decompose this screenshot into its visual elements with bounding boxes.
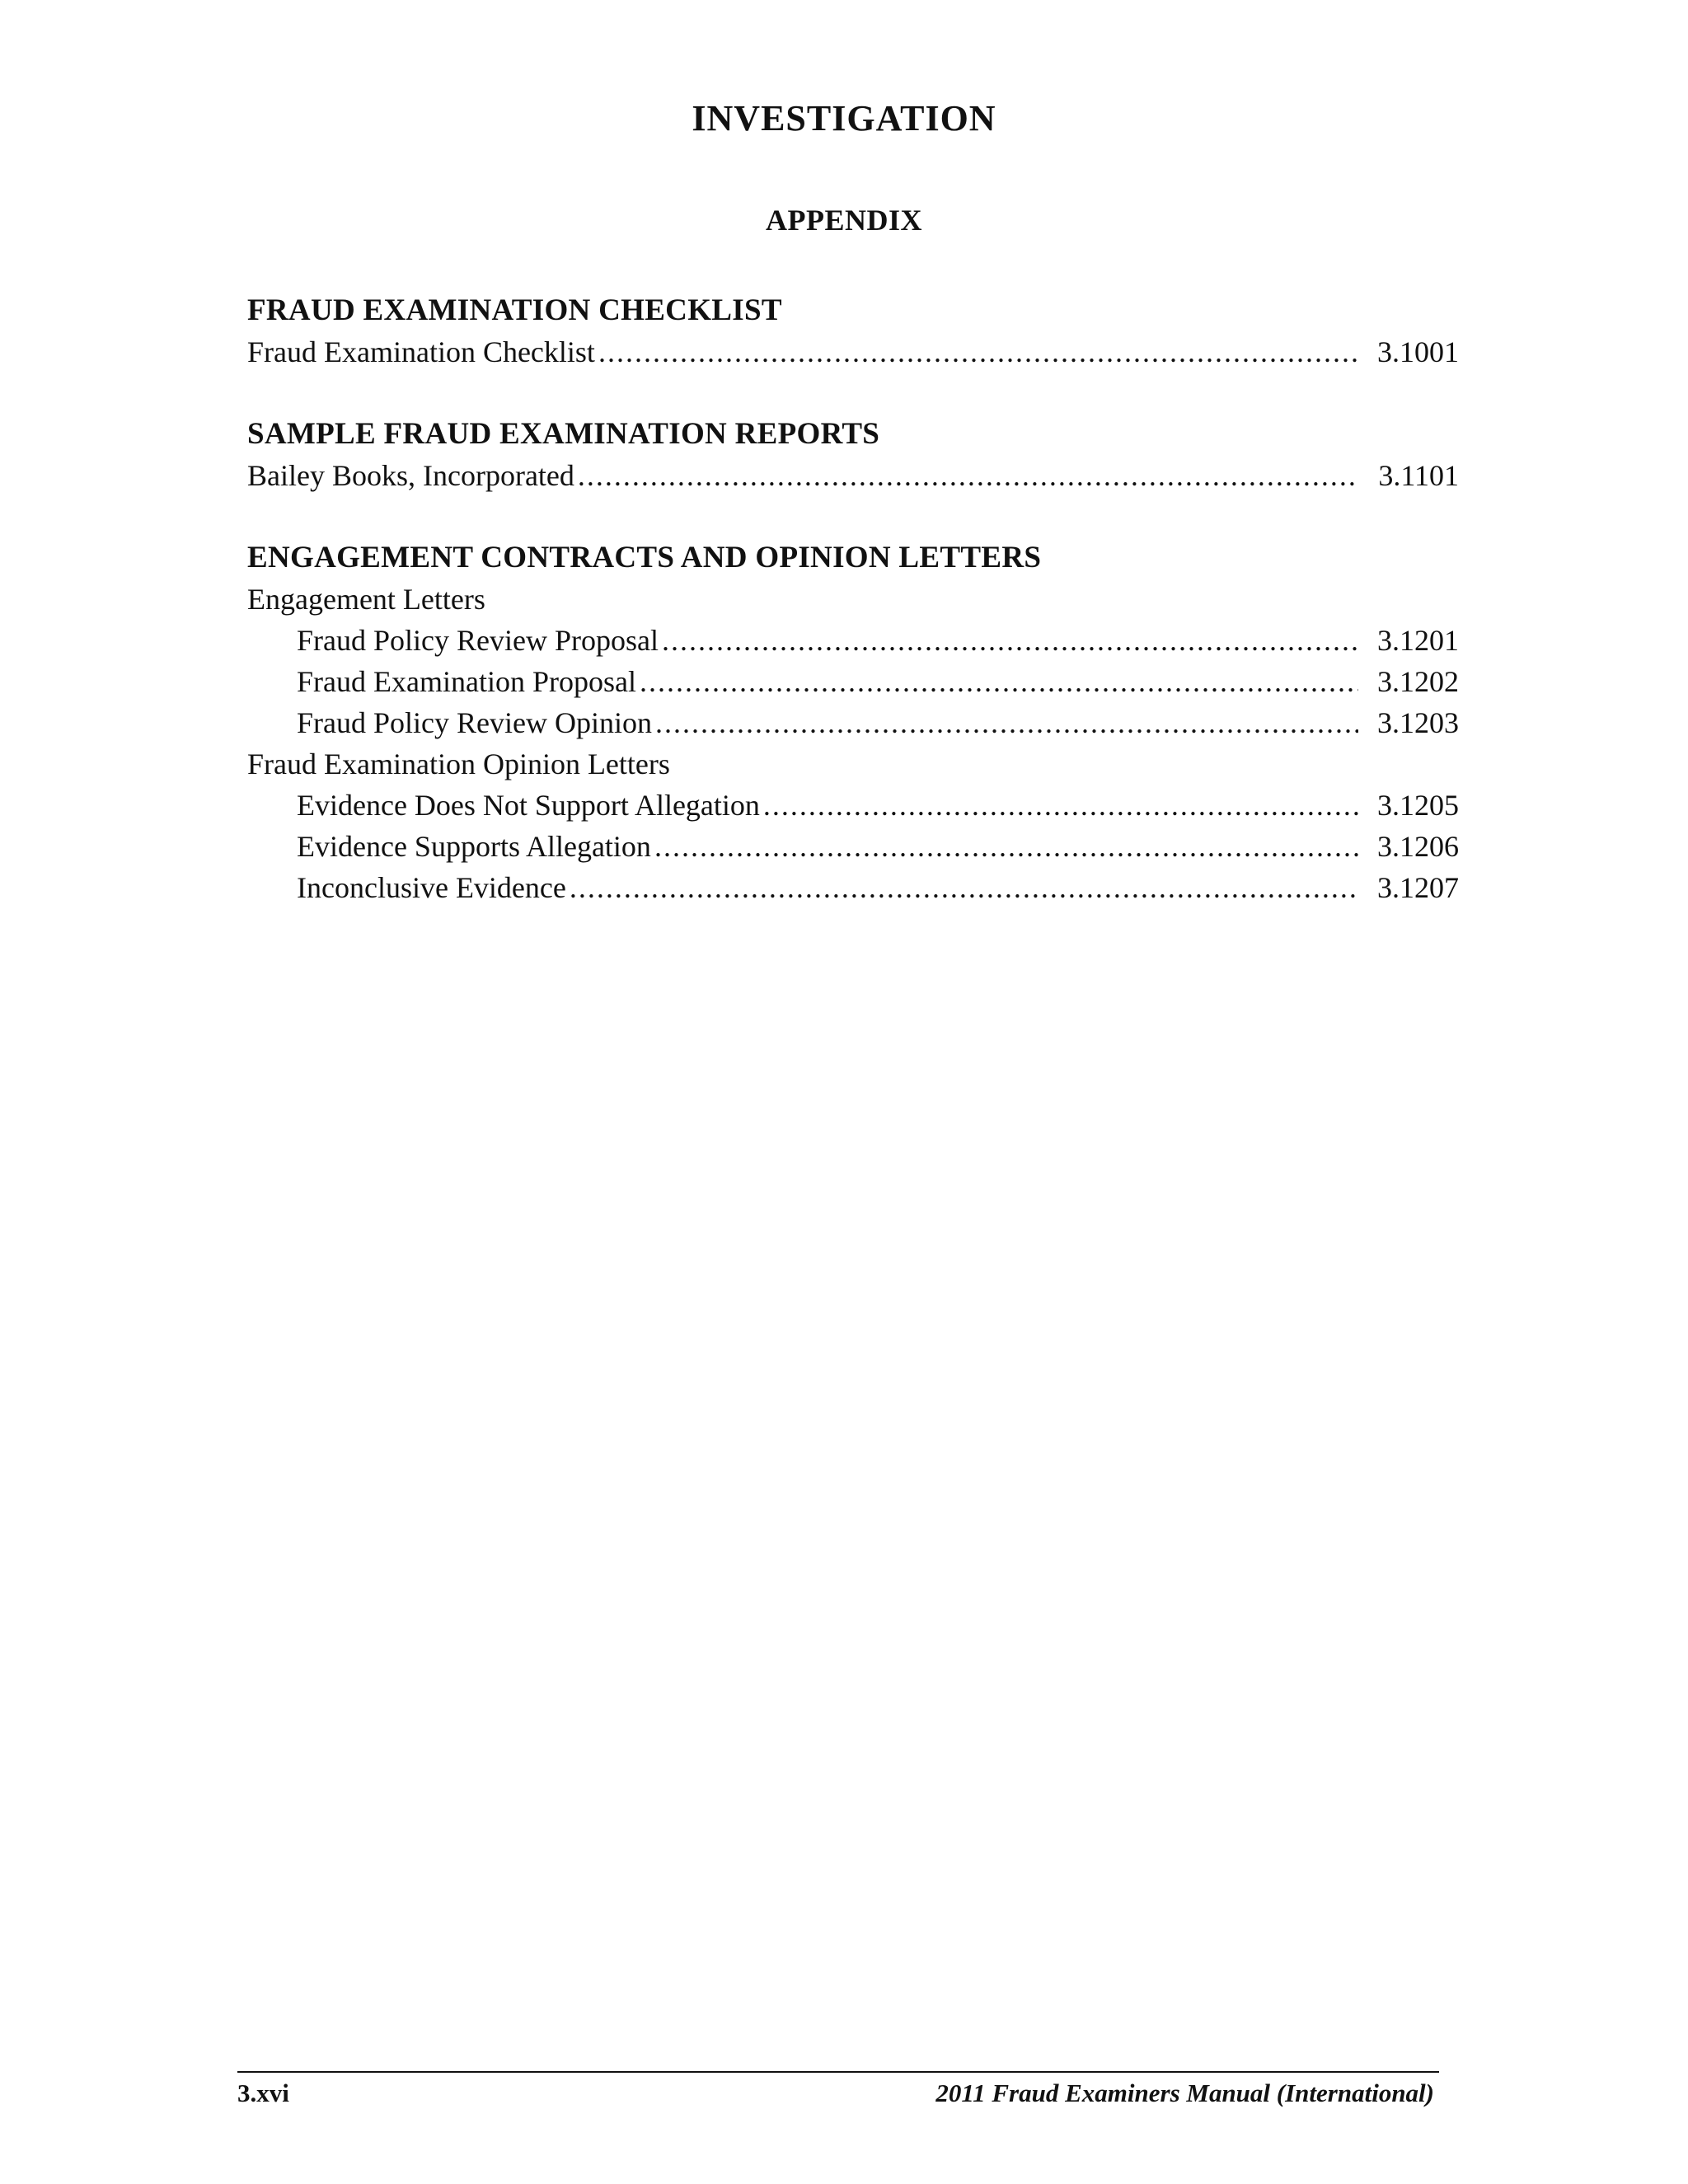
toc-heading: ENGAGEMENT CONTRACTS AND OPINION LETTERS: [247, 541, 1042, 574]
toc-entry[interactable]: [247, 331, 1459, 373]
toc-entry-page: 3.1203: [1377, 706, 1459, 739]
toc-entry[interactable]: [247, 826, 1459, 867]
toc-entry[interactable]: [247, 661, 1459, 702]
footer-page-number: 3.xvi: [237, 2079, 289, 2107]
toc-section-engagement: [247, 537, 1459, 908]
toc-entry-page: 3.1202: [1377, 665, 1459, 698]
toc-entry-label: Evidence Does Not Support Allegation: [297, 789, 760, 822]
appendix-title: APPENDIX: [766, 204, 922, 237]
toc-entry[interactable]: [247, 867, 1459, 908]
toc-entry-label: Bailey Books, Incorporated: [247, 459, 574, 492]
toc-entry-page: 3.1205: [1377, 789, 1459, 822]
toc-section-reports: [247, 414, 1459, 496]
toc-entry-label: Fraud Policy Review Proposal: [297, 624, 659, 657]
dot-leader: [655, 702, 1358, 743]
dot-leader: [763, 785, 1358, 826]
dot-leader: [578, 455, 1358, 496]
toc-subheading: Fraud Examination Opinion Letters: [247, 748, 670, 780]
toc-entry-label: Fraud Policy Review Opinion: [297, 706, 652, 739]
toc-entry-label: Fraud Examination Checklist: [247, 335, 595, 368]
page-title: INVESTIGATION: [692, 98, 996, 138]
table-of-contents: [247, 290, 1459, 949]
dot-leader: [570, 867, 1358, 908]
toc-entry-page: 3.1207: [1377, 871, 1459, 904]
toc-entry-label: Fraud Examination Proposal: [297, 665, 636, 698]
toc-entry[interactable]: [247, 455, 1459, 496]
toc-section-checklist: [247, 290, 1459, 373]
toc-entry-page: 3.1201: [1377, 624, 1459, 657]
dot-leader: [640, 661, 1358, 702]
footer-rule: [237, 2071, 1439, 2073]
toc-heading: FRAUD EXAMINATION CHECKLIST: [247, 293, 782, 327]
toc-entry-page: 3.1101: [1378, 459, 1459, 492]
dot-leader: [654, 826, 1358, 867]
dot-leader: [662, 620, 1358, 661]
toc-entry-page: 3.1206: [1377, 830, 1459, 863]
toc-entry-label: Inconclusive Evidence: [297, 871, 566, 904]
toc-heading: SAMPLE FRAUD EXAMINATION REPORTS: [247, 417, 880, 451]
footer-publication: 2011 Fraud Examiners Manual (International): [935, 2079, 1434, 2107]
dot-leader: [598, 331, 1358, 373]
toc-entry-page: 3.1001: [1377, 335, 1459, 368]
toc-subheading: Engagement Letters: [247, 583, 485, 616]
toc-entry[interactable]: [247, 785, 1459, 826]
toc-entry[interactable]: [247, 620, 1459, 661]
toc-entry-label: Evidence Supports Allegation: [297, 830, 651, 863]
toc-entry[interactable]: [247, 702, 1459, 743]
